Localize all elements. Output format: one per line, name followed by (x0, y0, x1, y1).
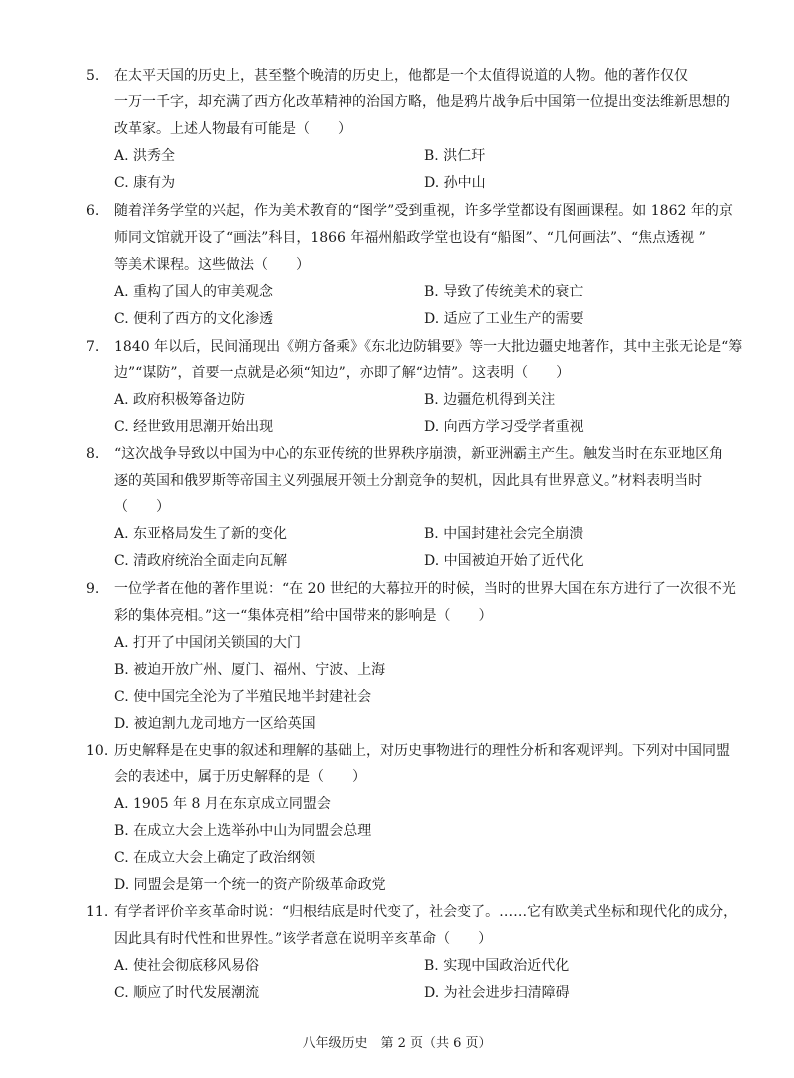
page-footer: 八年级历史 第 2 页（共 6 页） (302, 1036, 492, 1051)
question-text-line: 一位学者在他的著作里说：“在 20 世纪的大幕拉开的时候，当时的世界大国在东方进行了一次很不光 (114, 581, 736, 597)
question-text-line: 因此具有时代性和世界性。”该学者意在说明辛亥革命（ ） (114, 931, 493, 947)
question-text-line: 会的表述中，属于历史解释的是（ ） (114, 769, 366, 785)
option-b: B. 边疆危机得到关注 (424, 392, 556, 408)
option-d: D. 中国被迫开始了近代化 (424, 553, 584, 569)
option-d: D. 被迫割九龙司地方一区给英国 (114, 716, 316, 732)
option-a: A. 重构了国人的审美观念 (114, 284, 274, 300)
question-text-line: 边”“谋防”，首要一点就是必须“知边”，亦即了解“边情”。这表明（ ） (114, 365, 571, 381)
option-a: A. 打开了中国闭关锁国的大门 (114, 635, 302, 651)
question-text-line: 改革家。上述人物最有可能是（ ） (114, 121, 352, 137)
question-text-line: 历史解释是在史事的叙述和理解的基础上，对历史事物进行的理性分析和客观评判。下列对中国同盟 (114, 743, 730, 759)
question-number: 10. (86, 743, 109, 759)
question-text-line: “这次战争导致以中国为中心的东亚传统的世界秩序崩溃，新亚洲霸主产生。触发当时在东亚地区角 (114, 446, 724, 462)
question-text-line: 在太平天国的历史上，甚至整个晚清的历史上，他都是一个太值得说道的人物。他的著作仅仅 (114, 68, 688, 84)
option-b: B. 洪仁玕 (424, 148, 486, 164)
option-d: D. 向西方学习受学者重视 (424, 419, 584, 435)
question-text-line: 随着洋务学堂的兴起，作为美术教育的“图学”受到重视，许多学堂都设有图画课程。如 1862 年的京 (114, 203, 733, 219)
option-a: A. 政府积极筹备边防 (114, 392, 246, 408)
option-a: A. 东亚格局发生了新的变化 (114, 526, 288, 542)
option-b: B. 在成立大会上选举孙中山为同盟会总理 (114, 823, 372, 839)
question-text-line: （ ） (114, 499, 170, 515)
question-text-line: 有学者评价辛亥革命时说：“归根结底是时代变了，社会变了。……它有欧美式坐标和现代化的成分， (114, 904, 738, 920)
option-c: C. 便利了西方的文化渗透 (114, 311, 274, 327)
option-c: C. 经世致用思潮开始出现 (114, 419, 274, 435)
question-number: 7. (86, 339, 100, 355)
question-text-line: 师同文馆就开设了“画法”科目，1866 年福州船政学堂也设有“船图”、“几何画法”、“焦点透视 ” (114, 230, 706, 246)
question-number: 8. (86, 446, 100, 462)
option-d: D. 为社会进步扫清障碍 (424, 985, 570, 1001)
option-b: B. 被迫开放广州、厦门、福州、宁波、上海 (114, 662, 386, 678)
question-number: 11. (86, 904, 109, 920)
option-b: B. 中国封建社会完全崩溃 (424, 526, 584, 542)
option-d: D. 孙中山 (424, 175, 486, 191)
option-c: C. 顺应了时代发展潮流 (114, 985, 260, 1001)
question-text-line: 一万一千字，却充满了西方化改革精神的治国方略，他是鸦片战争后中国第一位提出变法维新思想的 (114, 94, 730, 110)
option-a: A. 洪秀全 (114, 148, 176, 164)
question-number: 5. (86, 68, 100, 84)
question-number: 6. (86, 203, 100, 219)
question-text-line: 逐的英国和俄罗斯等帝国主义列强展开领土分割竞争的契机，因此具有世界意义。”材料表明当时 (114, 473, 703, 489)
option-c: C. 在成立大会上确定了政治纲领 (114, 850, 316, 866)
option-b: B. 导致了传统美术的衰亡 (424, 284, 584, 300)
question-text-line: 等美术课程。这些做法（ ） (114, 257, 310, 273)
option-c: C. 清政府统治全面走向瓦解 (114, 553, 288, 569)
option-b: B. 实现中国政治近代化 (424, 958, 570, 974)
option-d: D. 同盟会是第一个统一的资产阶级革命政党 (114, 877, 386, 893)
question-text-line: 1840 年以后，民间涌现出《朔方备乘》《东北边防辑要》等一大批边疆史地著作，其中主张无论是“筹 (114, 339, 743, 355)
question-text-line: 彩的集体亮相。”这一“集体亮相”给中国带来的影响是（ ） (114, 608, 493, 624)
option-a: A. 1905 年 8 月在东京成立同盟会 (114, 796, 331, 812)
option-d: D. 适应了工业生产的需要 (424, 311, 584, 327)
option-a: A. 使社会彻底移风易俗 (114, 958, 260, 974)
question-number: 9. (86, 581, 100, 597)
option-c: C. 使中国完全沦为了半殖民地半封建社会 (114, 689, 372, 705)
option-c: C. 康有为 (114, 175, 176, 191)
